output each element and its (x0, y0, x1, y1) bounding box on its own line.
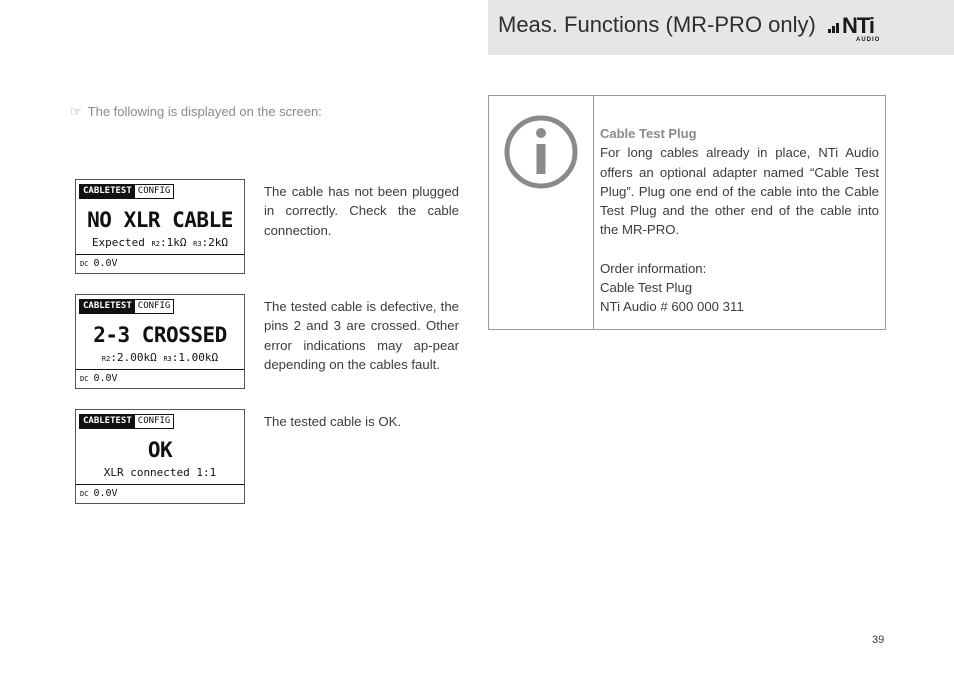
info-icon (503, 114, 579, 190)
page-title: Meas. Functions (MR-PRO only) (498, 12, 816, 37)
lcd-expected-label: Expected (91, 236, 152, 249)
lcd-dc-readout (80, 373, 118, 384)
lcd-tab-config: CONFIG (137, 301, 171, 311)
lcd-sub-text (76, 236, 244, 249)
nti-audio-logo (828, 13, 888, 43)
lcd-dc-readout (80, 488, 118, 499)
page-number: 39 (872, 634, 885, 646)
screen-description: The tested cable is OK. (264, 414, 402, 429)
lcd-tab-cabletest: CABLETEST (80, 300, 135, 313)
logo-bars-icon (828, 23, 840, 33)
lcd-r2-label: R2 (101, 355, 111, 363)
lcd-main-text: 2-3 CROSSED (93, 323, 227, 347)
lcd-dc-readout (80, 258, 118, 269)
info-body: For long cables already in place, NTi Audio offers an optional adapter named “Cable Test Plug”. Plug one end of the cable into the Cable Test Plug and the other end of the cable into the MR-PRO. (600, 145, 879, 238)
lcd-tabs (79, 184, 174, 199)
logo-text: NTi (842, 13, 875, 38)
lcd-tab-config: CONFIG (137, 186, 171, 196)
lcd-dc-value: 0.0V (93, 258, 118, 269)
lcd-tab-config: CONFIG (137, 416, 171, 426)
lcd-tab-cabletest: CABLETEST (80, 185, 135, 198)
order-item: Cable Test Plug (600, 280, 693, 296)
lcd-tabs (79, 414, 174, 429)
lcd-main-text: OK (147, 438, 173, 462)
lcd-r3-label: R3 (193, 240, 202, 248)
order-info (600, 259, 879, 317)
lcd-dc-value: 0.0V (93, 488, 118, 499)
lcd-screen-ok (75, 409, 245, 504)
lcd-main-text: NO XLR CABLE (87, 208, 233, 232)
order-number: NTi Audio # 600 000 311 (600, 299, 744, 315)
lcd-r2-label: R2 (151, 240, 160, 248)
pointing-hand-icon: ☞ (70, 104, 82, 119)
info-divider (593, 96, 594, 329)
header-band (488, 0, 954, 55)
lcd-dc-value: 0.0V (93, 373, 118, 384)
lcd-divider (76, 484, 244, 485)
lcd-r3-value: :2kΩ (201, 236, 229, 249)
lcd-dc-label: DC (80, 490, 89, 498)
lcd-r2-value: :1kΩ (159, 236, 194, 249)
lcd-sub-text: XLR connected 1:1 (103, 466, 217, 479)
lcd-dc-label: DC (80, 260, 89, 268)
lcd-r3-value: :1.00kΩ (171, 351, 219, 364)
info-box (488, 95, 886, 330)
lcd-r2-value: :2.00kΩ (110, 351, 164, 364)
lcd-sub-text (76, 351, 244, 364)
lcd-dc-label: DC (80, 375, 89, 383)
screen-description: The cable has not been plugged in correctly. Check the cable connection. (264, 184, 459, 238)
lcd-tabs (79, 299, 174, 314)
lcd-screen-crossed (75, 294, 245, 389)
order-label: Order information: (600, 260, 707, 276)
intro-text: The following is displayed on the screen: (87, 104, 322, 119)
lcd-tab-cabletest: CABLETEST (80, 415, 135, 428)
lcd-divider (76, 369, 244, 370)
logo-subtext: AUDIO (856, 37, 881, 43)
lcd-divider (76, 254, 244, 255)
lcd-screen-no-xlr-cable (75, 179, 245, 274)
info-heading: Cable Test Plug (600, 126, 697, 141)
screen-description: The tested cable is defective, the pins 2 and 3 are crossed. Other error indications may ap-pear depending on the cables fault. (264, 299, 459, 372)
info-content (600, 124, 879, 317)
intro-line (70, 104, 322, 120)
lcd-r3-label: R3 (163, 355, 172, 363)
